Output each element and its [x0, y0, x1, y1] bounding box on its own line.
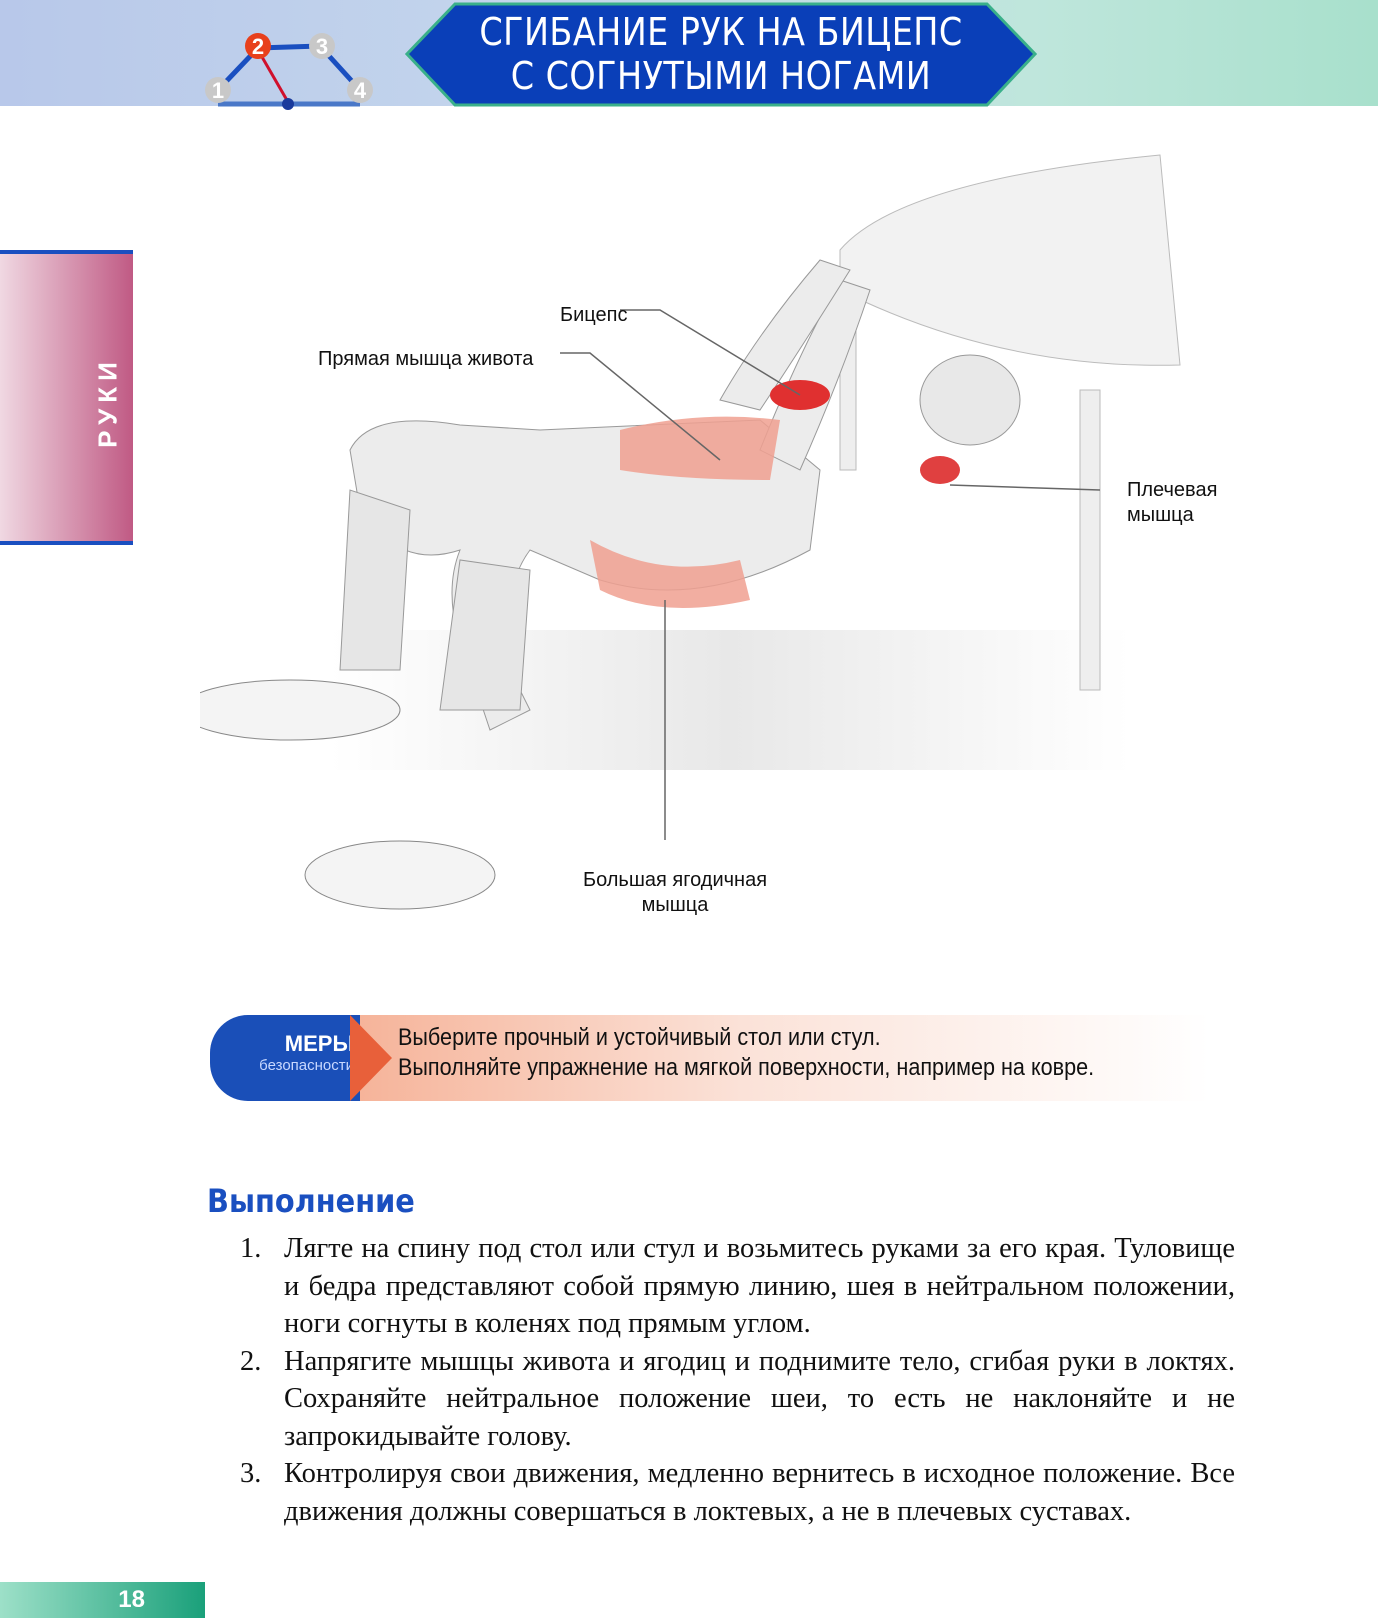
list-item: 3. Контролируя свои движения, медленно вернитесь в исходное положение. Все движения должны совершаться в локтевых, а не в плечевых суставах. — [240, 1458, 1235, 1527]
step-3 — [309, 33, 335, 59]
safety-badge: МЕРЫ безопасности — [210, 1015, 360, 1101]
label-brachialis: Плечевая мышца — [1127, 479, 1218, 526]
shoe-left — [200, 680, 400, 740]
exercise-illustration — [200, 150, 1260, 960]
page-title: СГИБАНИЕ РУК НА БИЦЕПС С СОГНУТЫМИ НОГАМИ — [479, 10, 963, 98]
safety-line: Выберите прочный и устойчивый стол или стул. — [398, 1024, 881, 1051]
safety-line: Выполняйте упражнение на мягкой поверхности, например на ковре. — [398, 1054, 1095, 1081]
section-heading: Выполнение — [207, 1182, 415, 1220]
page-number: 18 — [0, 1582, 205, 1618]
brachialis-muscle — [920, 456, 960, 484]
safety-box — [210, 1015, 1210, 1101]
svg-text:1: 1 — [211, 78, 225, 103]
step-4 — [347, 77, 373, 103]
table-leg — [1080, 390, 1100, 690]
section-tab: РУКИ — [0, 250, 133, 545]
label-biceps: Бицепс — [560, 304, 628, 326]
step-1 — [205, 77, 231, 103]
abs-muscle — [620, 417, 780, 480]
list-item: 1. Лягте на спину под стол или стул и возьмитесь руками за его края. Туловище и бедра представляют собой прямую линию, шея в нейтральном положении, ноги согнуты в коленях под прямым углом. — [240, 1233, 1235, 1339]
svg-text:2: 2 — [251, 34, 265, 59]
table-top — [840, 155, 1180, 365]
step-indicator — [200, 28, 390, 110]
arrow-icon — [350, 1015, 392, 1101]
steps-list — [240, 1230, 1235, 1530]
step-2-active — [245, 33, 271, 59]
label-abs: Прямая мышца живота — [318, 348, 534, 370]
svg-text:4: 4 — [353, 78, 367, 103]
list-item: 2. Напрягите мышцы живота и ягодиц и поднимите тело, сгибая руки в локтях. Сохраняйте нейтральное положение шеи, то есть не наклоняйте и не запрокидывайте голову. — [240, 1345, 1235, 1452]
shoe-right — [305, 841, 495, 909]
head — [920, 355, 1020, 445]
svg-text:3: 3 — [315, 34, 329, 59]
label-glute: Большая ягодичная мышца — [582, 869, 768, 916]
